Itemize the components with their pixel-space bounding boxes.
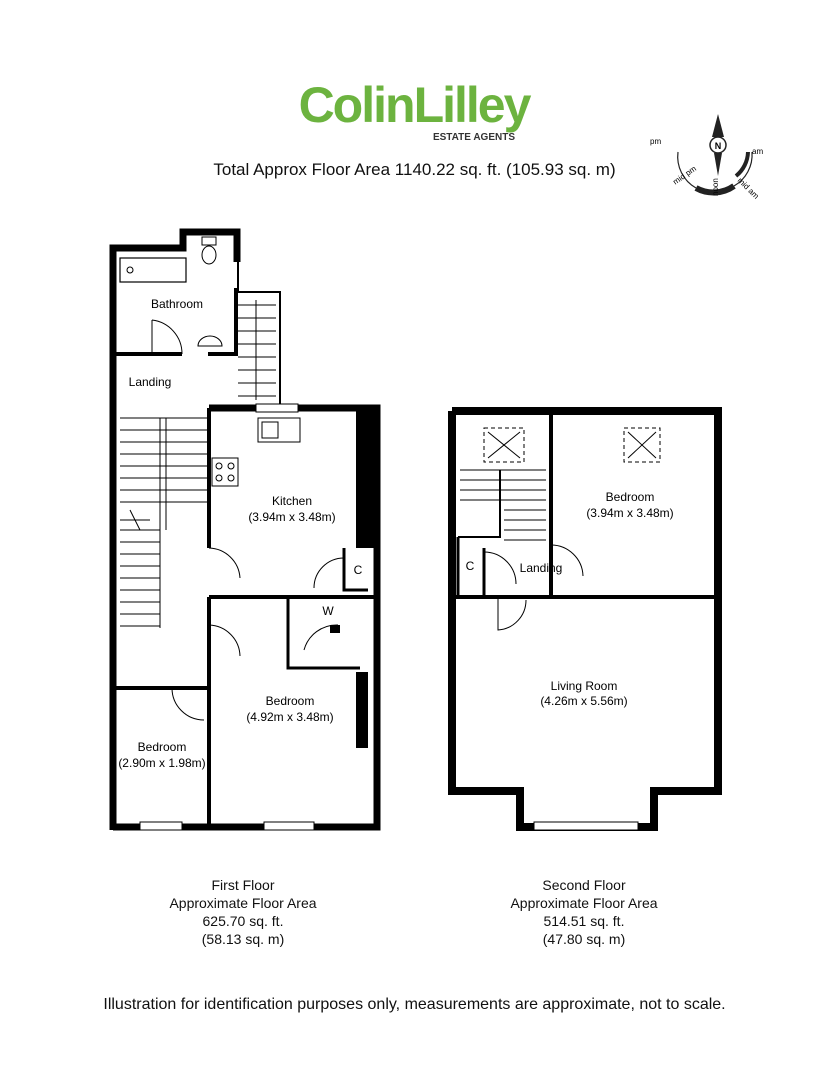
- second-floor-name: Second Floor: [542, 877, 626, 893]
- first-floor-area-sqft: 625.70 sq. ft.: [202, 913, 284, 929]
- compass-rose: [640, 112, 770, 212]
- room-label-living-room: Living Room: [550, 679, 618, 693]
- compass-mid-am: mid am: [735, 175, 761, 201]
- second-floor-area-label: Approximate Floor Area: [510, 895, 658, 911]
- room-label-bedroom-second: Bedroom: [605, 490, 655, 504]
- room-dims-kitchen: (3.94m x 3.48m): [248, 510, 336, 524]
- first-floor-area-sqm: (58.13 sq. m): [201, 931, 285, 947]
- first-floor-area-label: Approximate Floor Area: [169, 895, 317, 911]
- second-floor-plan: [452, 411, 718, 830]
- room-dims-bedroom-small: (2.90m x 1.98m): [118, 756, 206, 770]
- svg-text:ColinLilley: [299, 77, 532, 133]
- floor-plans: [0, 220, 829, 840]
- room-dims-living-room: (4.26m x 5.56m): [540, 694, 628, 708]
- room-dims-bedroom-second: (3.94m x 3.48m): [586, 506, 674, 520]
- compass-pm: pm: [650, 137, 662, 146]
- logo-text-colin: Colin: [298, 77, 414, 133]
- room-dims-bedroom-large: (4.92m x 3.48m): [246, 710, 334, 724]
- first-floor-name: First Floor: [211, 877, 275, 893]
- compass-am: am: [752, 147, 764, 156]
- compass-noon: noon: [711, 178, 720, 196]
- second-floor-area-sqm: (47.80 sq. m): [542, 931, 626, 947]
- room-label-cupboard-first: C: [353, 563, 363, 577]
- second-floor-area-sqft: 514.51 sq. ft.: [543, 913, 625, 929]
- room-label-landing-first: Landing: [128, 375, 172, 389]
- first-floor-plan: [113, 232, 377, 830]
- logo-tagline: ESTATE AGENTS: [432, 132, 516, 143]
- room-label-kitchen: Kitchen: [271, 494, 313, 508]
- disclaimer: Illustration for identification purposes only, measurements are approximate, not to scale.: [103, 996, 726, 1013]
- room-label-bedroom-large: Bedroom: [265, 694, 315, 708]
- room-label-wardrobe: W: [322, 604, 334, 618]
- room-label-landing-second: Landing: [519, 561, 563, 575]
- second-floor-caption: [454, 876, 714, 948]
- compass-north: N: [714, 141, 722, 151]
- room-label-bedroom-small: Bedroom: [137, 740, 187, 754]
- compass-mid-pm: mid pm: [671, 164, 698, 187]
- room-label-cupboard-second: C: [465, 559, 475, 573]
- logo-text-lilley: Lilley: [413, 77, 530, 133]
- first-floor-caption: [113, 876, 373, 948]
- total-floor-area: Total Approx Floor Area 1140.22 sq. ft. (105.93 sq. m): [213, 160, 616, 179]
- room-label-bathroom: Bathroom: [150, 297, 204, 311]
